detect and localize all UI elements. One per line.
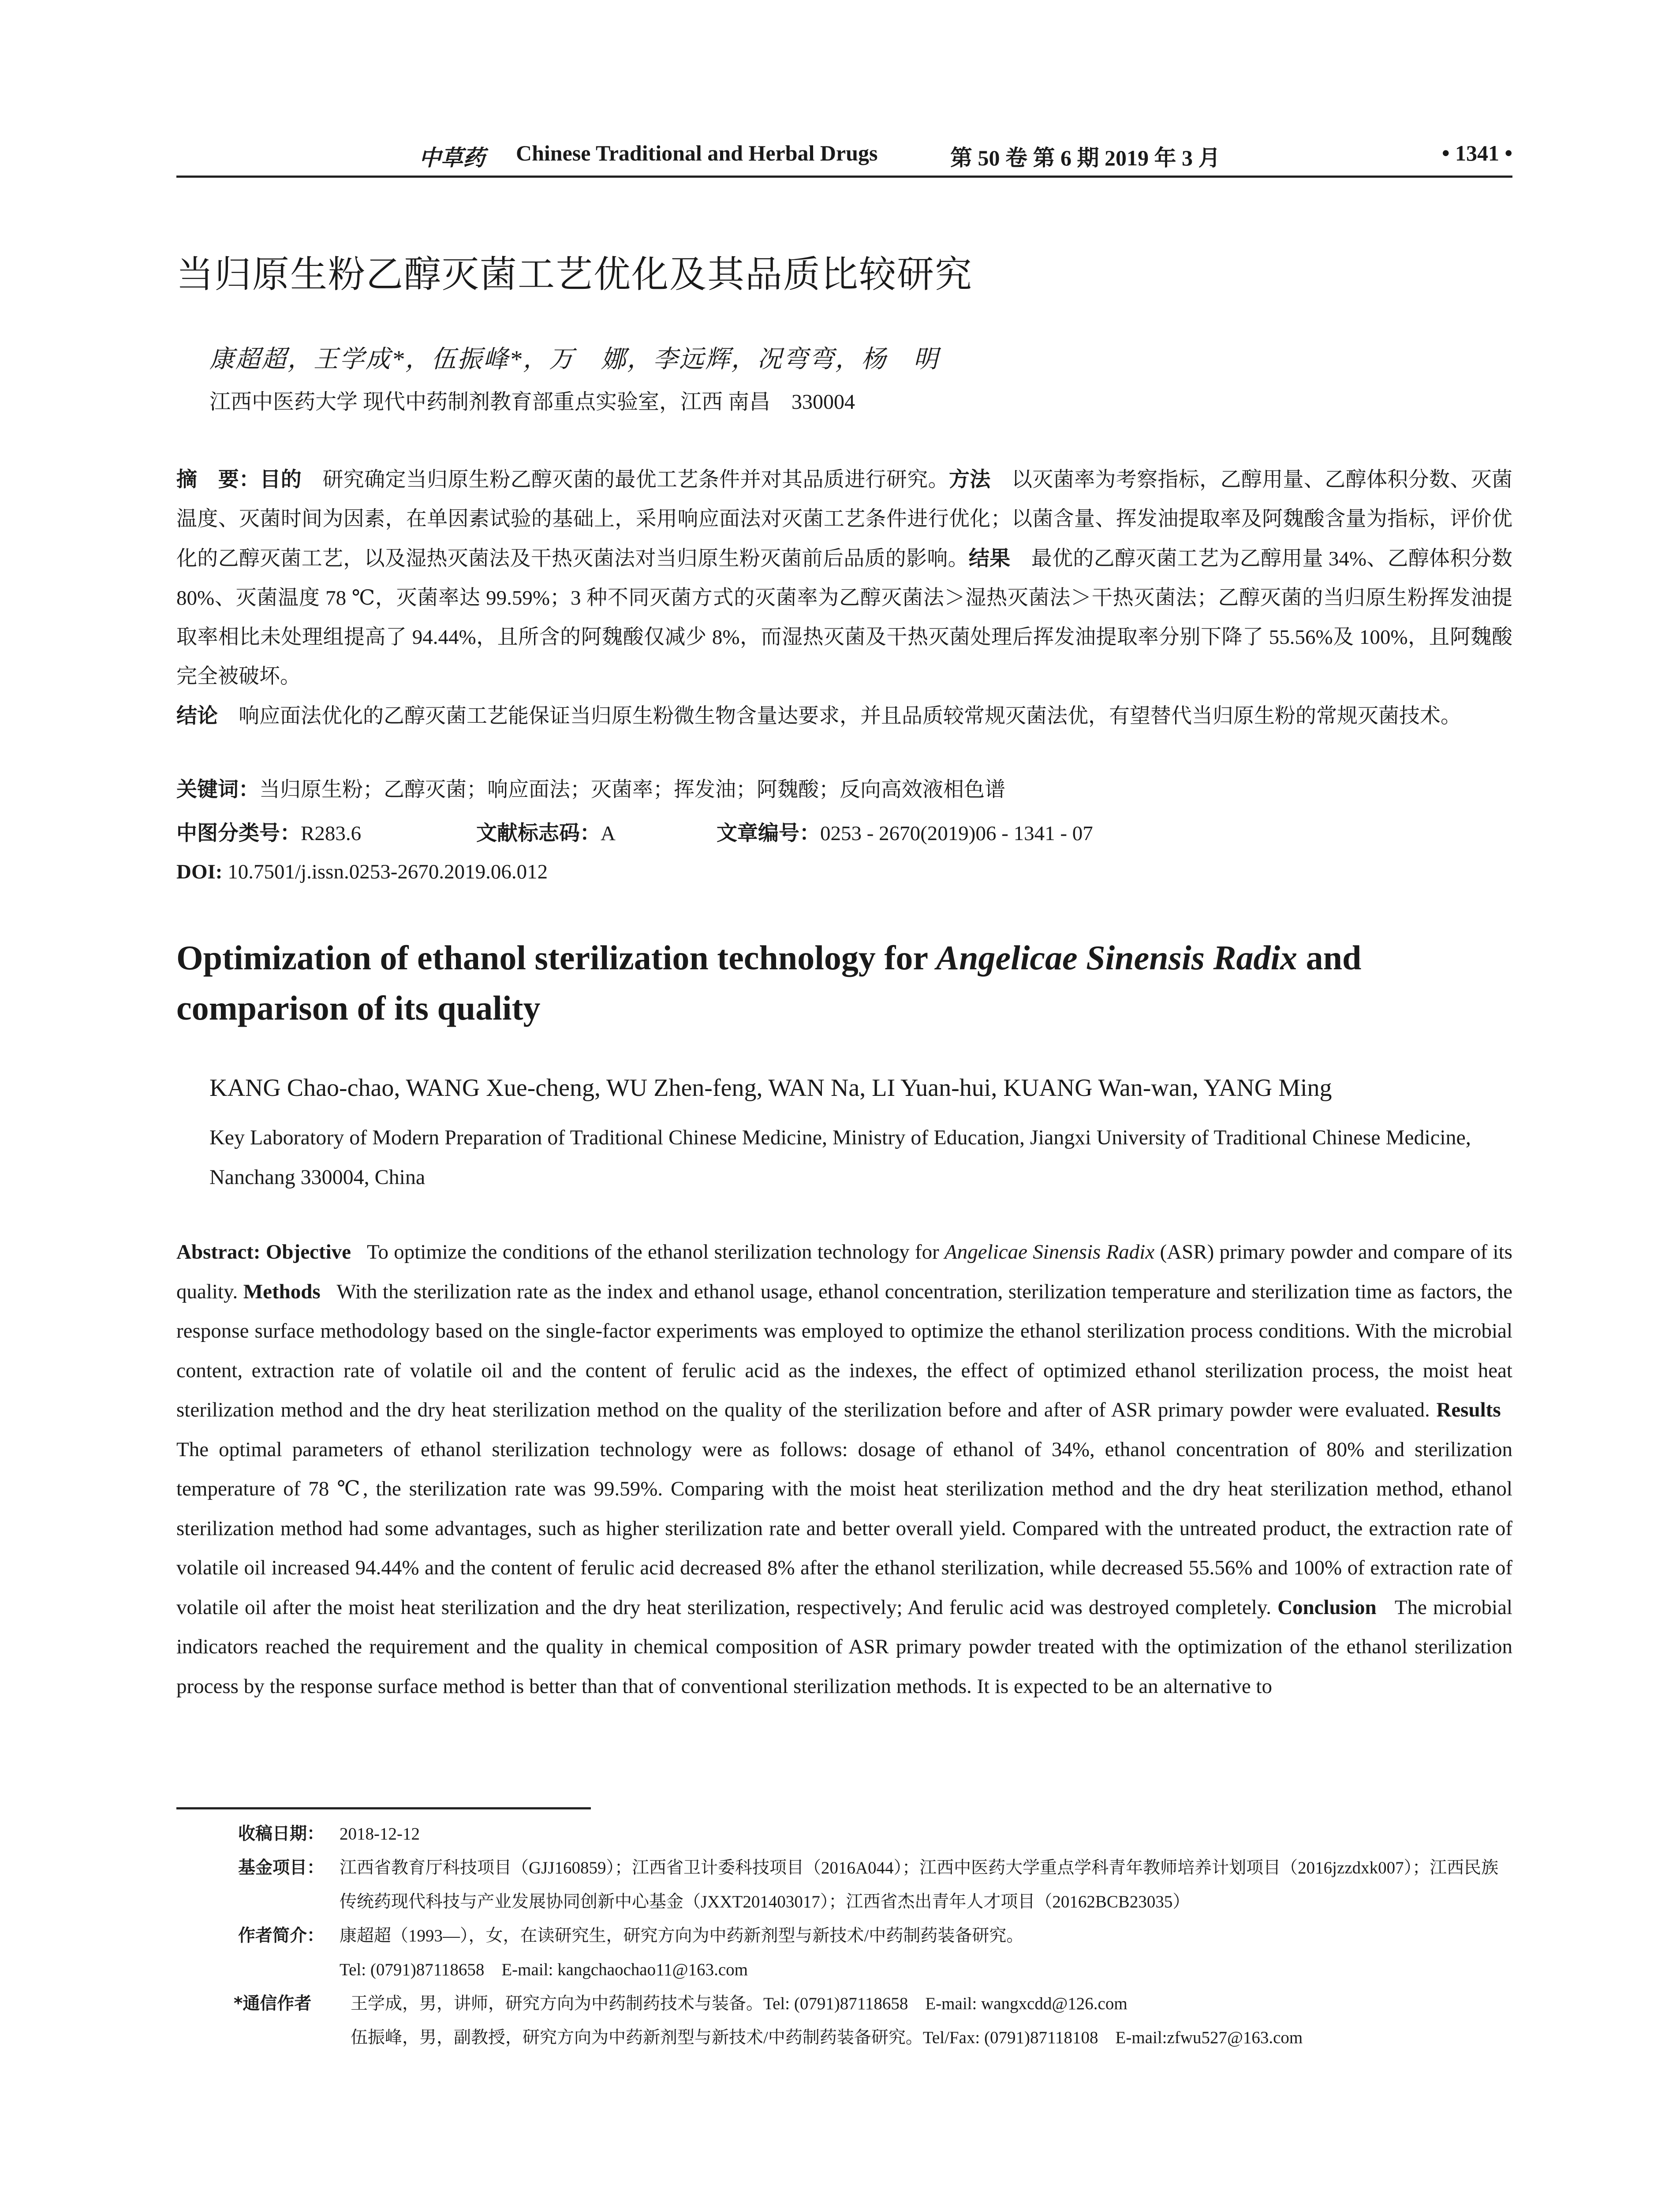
footnote-bio bbox=[176, 1919, 1512, 1953]
journal-name-en: Chinese Traditional and Herbal Drugs bbox=[516, 141, 878, 165]
footnote-corresponding bbox=[176, 1987, 1512, 2021]
doi-value: 10.7501/j.issn.0253-2670.2019.06.012 bbox=[228, 860, 548, 883]
results-label-en: Results bbox=[1436, 1398, 1501, 1421]
title-en-part1: Optimization of ethanol sterilization technology for bbox=[176, 938, 937, 977]
footnote-fund bbox=[176, 1851, 1512, 1919]
footnote-received bbox=[176, 1817, 1512, 1851]
bio-contact: Tel: (0791)87118658 E-mail: kangchaochao11@163.com bbox=[340, 1960, 748, 1979]
received-label: 收稿日期： bbox=[238, 1824, 325, 1844]
abstract-cn bbox=[176, 460, 1512, 736]
keywords-cn bbox=[176, 773, 1005, 803]
conclusion-label-en: Conclusion bbox=[1277, 1596, 1377, 1619]
abstract-label-cn: 摘 要： bbox=[176, 467, 260, 492]
title-en-part2: and comparison of its quality bbox=[176, 938, 1362, 1027]
clc-value: R283.6 bbox=[301, 822, 362, 845]
objective-label-cn: 目的 bbox=[260, 467, 302, 492]
article-no-label: 文章编号： bbox=[717, 821, 820, 845]
keywords-text: 当归原生粉；乙醇灭菌；响应面法；灭菌率；挥发油；阿魏酸；反向高效液相色谱 bbox=[259, 778, 1005, 801]
keywords-label: 关键词： bbox=[176, 777, 259, 802]
fund-text: 江西省教育厅科技项目（GJJ160859）；江西省卫计委科技项目（2016A044）；江西中医药大学重点学科青年教师培养计划项目（2016jzzdxk007）；江西民族传统药现代科技与产业发展协同创新中心基金（JXXT201403017）；江西省杰出青年人才项目（20162BCB23035） bbox=[340, 1858, 1499, 1911]
page-number: • 1341 • bbox=[1441, 141, 1512, 165]
objective-text-en-a: To optimize the conditions of the ethanol sterilization technology for bbox=[367, 1241, 945, 1263]
methods-text-cn: 以灭菌率为考察指标，乙醇用量、乙醇体积分数、灭菌温度、灭菌时间为因素，在单因素试验的基础上，采用响应面法对灭菌工艺条件进行优化；以菌含量、挥发油提取率及阿魏酸含量为指标，评价优化的乙醇灭菌工艺，以及湿热灭菌法及干热灭菌法对当归原生粉灭菌前后品质的影响。 bbox=[176, 468, 1513, 570]
doc-code-value: A bbox=[601, 822, 616, 845]
title-en bbox=[176, 933, 1517, 1033]
results-text-cn: 最优的乙醇灭菌工艺为乙醇用量 34%、乙醇体积分数 80%、灭菌温度 78 ℃，灭菌率达 99.59%；3 种不同灭菌方式的灭菌率为乙醇灭菌法＞湿热灭菌法＞干热灭菌法；乙醇灭菌的当归原生粉挥发油提取率相比未处理组提高了 94.44%，且所含的阿魏酸仅减少 8%，而湿热灭菌及干热灭菌处理后挥发油提取率分别下降了 55.56%及 100%，且阿魏酸完全被破坏。 bbox=[176, 547, 1513, 688]
doc-code-field bbox=[476, 817, 616, 846]
title-cn: 当归原生粉乙醇灭菌工艺优化及其品质比较研究 bbox=[176, 253, 973, 296]
results-text-en: The optimal parameters of ethanol sterilization technology were as follows: dosage of ethanol of 34%, ethanol concentration of 80% and sterilization temperature of 78 ℃, the sterilization rate was 99.59%. Comparing with the moist heat sterilization method and the dry heat sterilization method, ethanol sterilization method had some advantages, such as higher sterilization rate and better overall yield. Compared with the untreated product, the extraction rate of volatile oil increased 94.44% and the content of ferulic acid decreased 8% after the ethanol sterilization, while decreased 55.56% and 100% of extraction rate of volatile oil after the moist heat sterilization and the dry heat sterilization, respectively; And ferulic acid was destroyed completely. bbox=[176, 1438, 1512, 1619]
affiliation-cn: 江西中医药大学 现代中药制剂教育部重点实验室，江西 南昌 330004 bbox=[209, 390, 855, 414]
running-header bbox=[176, 140, 1512, 171]
conclusion-label-cn: 结论 bbox=[176, 704, 218, 728]
fund-label: 基金项目： bbox=[238, 1858, 325, 1878]
methods-label-en: Methods bbox=[243, 1280, 321, 1303]
conclusion-text-cn: 响应面法优化的乙醇灭菌工艺能保证当归原生粉微生物含量达要求，并且品质较常规灭菌法优，有望替代当归原生粉的常规灭菌技术。 bbox=[239, 705, 1461, 728]
methods-label-cn: 方法 bbox=[948, 467, 991, 492]
abstract-label-en: Abstract: Objective bbox=[176, 1241, 351, 1263]
bio-label: 作者简介： bbox=[238, 1926, 325, 1946]
doi-line bbox=[176, 860, 548, 884]
authors-cn: 康超超，王学成*，伍振峰*，万 娜，李远辉，况弯弯，杨 明 bbox=[209, 346, 939, 373]
doi-label: DOI: bbox=[176, 860, 223, 883]
clc-label: 中图分类号： bbox=[176, 821, 301, 845]
corresponding-label: *通信作者 bbox=[234, 1994, 312, 2014]
corresponding-author-2: 伍振峰，男，副教授，研究方向为中药新剂型与新技术/中药制药装备研究。Tel/Fax: (0791)87118108 E-mail:zfwu527@163.com bbox=[351, 2028, 1303, 2047]
conclusion-text-en: The microbial indicators reached the requirement and the quality in chemical composition of ASR primary powder treated with the optimization of the ethanol sterilization process by the response surface method is better than that of conventional sterilization methods. It is expected to be an alternative to bbox=[176, 1596, 1512, 1698]
classification-row bbox=[176, 817, 1512, 848]
title-en-species: Angelicae Sinensis Radix bbox=[936, 938, 1298, 977]
bio-text: 康超超（1993—），女，在读研究生，研究方向为中药新剂型与新技术/中药制药装备研究。 bbox=[340, 1926, 1024, 1945]
results-label-cn: 结果 bbox=[968, 546, 1011, 571]
article-no-value: 0253 - 2670(2019)06 - 1341 - 07 bbox=[820, 822, 1093, 845]
footnotes bbox=[176, 1817, 1512, 2055]
affiliation-en: Key Laboratory of Modern Preparation of Traditional Chinese Medicine, Ministry of Education, Jiangxi University of Traditional Chinese Medicine, Nanchang 330004, China bbox=[209, 1126, 1471, 1189]
header-rule bbox=[176, 176, 1512, 178]
journal-name-cn: 中草药 bbox=[419, 146, 485, 170]
objective-text-cn: 研究确定当归原生粉乙醇灭菌的最优工艺条件并对其品质进行研究。 bbox=[322, 468, 949, 491]
objective-species-en: Angelicae Sinensis Radix bbox=[945, 1241, 1155, 1263]
abstract-en bbox=[176, 1233, 1512, 1706]
doc-code-label: 文献标志码： bbox=[476, 821, 601, 845]
methods-text-en: With the sterilization rate as the index and ethanol usage, ethanol concentration, sterilization temperature and sterilization time as factors, the response surface methodology based on the single-factor experiments was employed to optimize the ethanol sterilization process conditions. With the microbial content, extraction rate of volatile oil and the content of ferulic acid as the indexes, the effect of optimized ethanol sterilization process, the moist heat sterilization method and the dry heat sterilization method on the quality of the sterilization before and after of ASR primary powder were evaluated. bbox=[176, 1280, 1513, 1421]
footnote-rule bbox=[176, 1807, 591, 1809]
received-date: 2018-12-12 bbox=[340, 1824, 420, 1843]
objective-text-en-b: (ASR) primary powder and compare of its quality. bbox=[176, 1241, 1512, 1303]
corresponding-author-1: 王学成，男，讲师，研究方向为中药制药技术与装备。Tel: (0791)87118658 E-mail: wangxcdd@126.com bbox=[351, 1994, 1127, 2013]
article-no-field bbox=[717, 817, 1093, 846]
authors-en: KANG Chao-chao, WANG Xue-cheng, WU Zhen-feng, WAN Na, LI Yuan-hui, KUANG Wan-wan, YANG Ming bbox=[209, 1074, 1332, 1102]
journal-issue: 第 50 卷 第 6 期 2019 年 3 月 bbox=[950, 146, 1221, 170]
clc-field bbox=[176, 817, 361, 846]
